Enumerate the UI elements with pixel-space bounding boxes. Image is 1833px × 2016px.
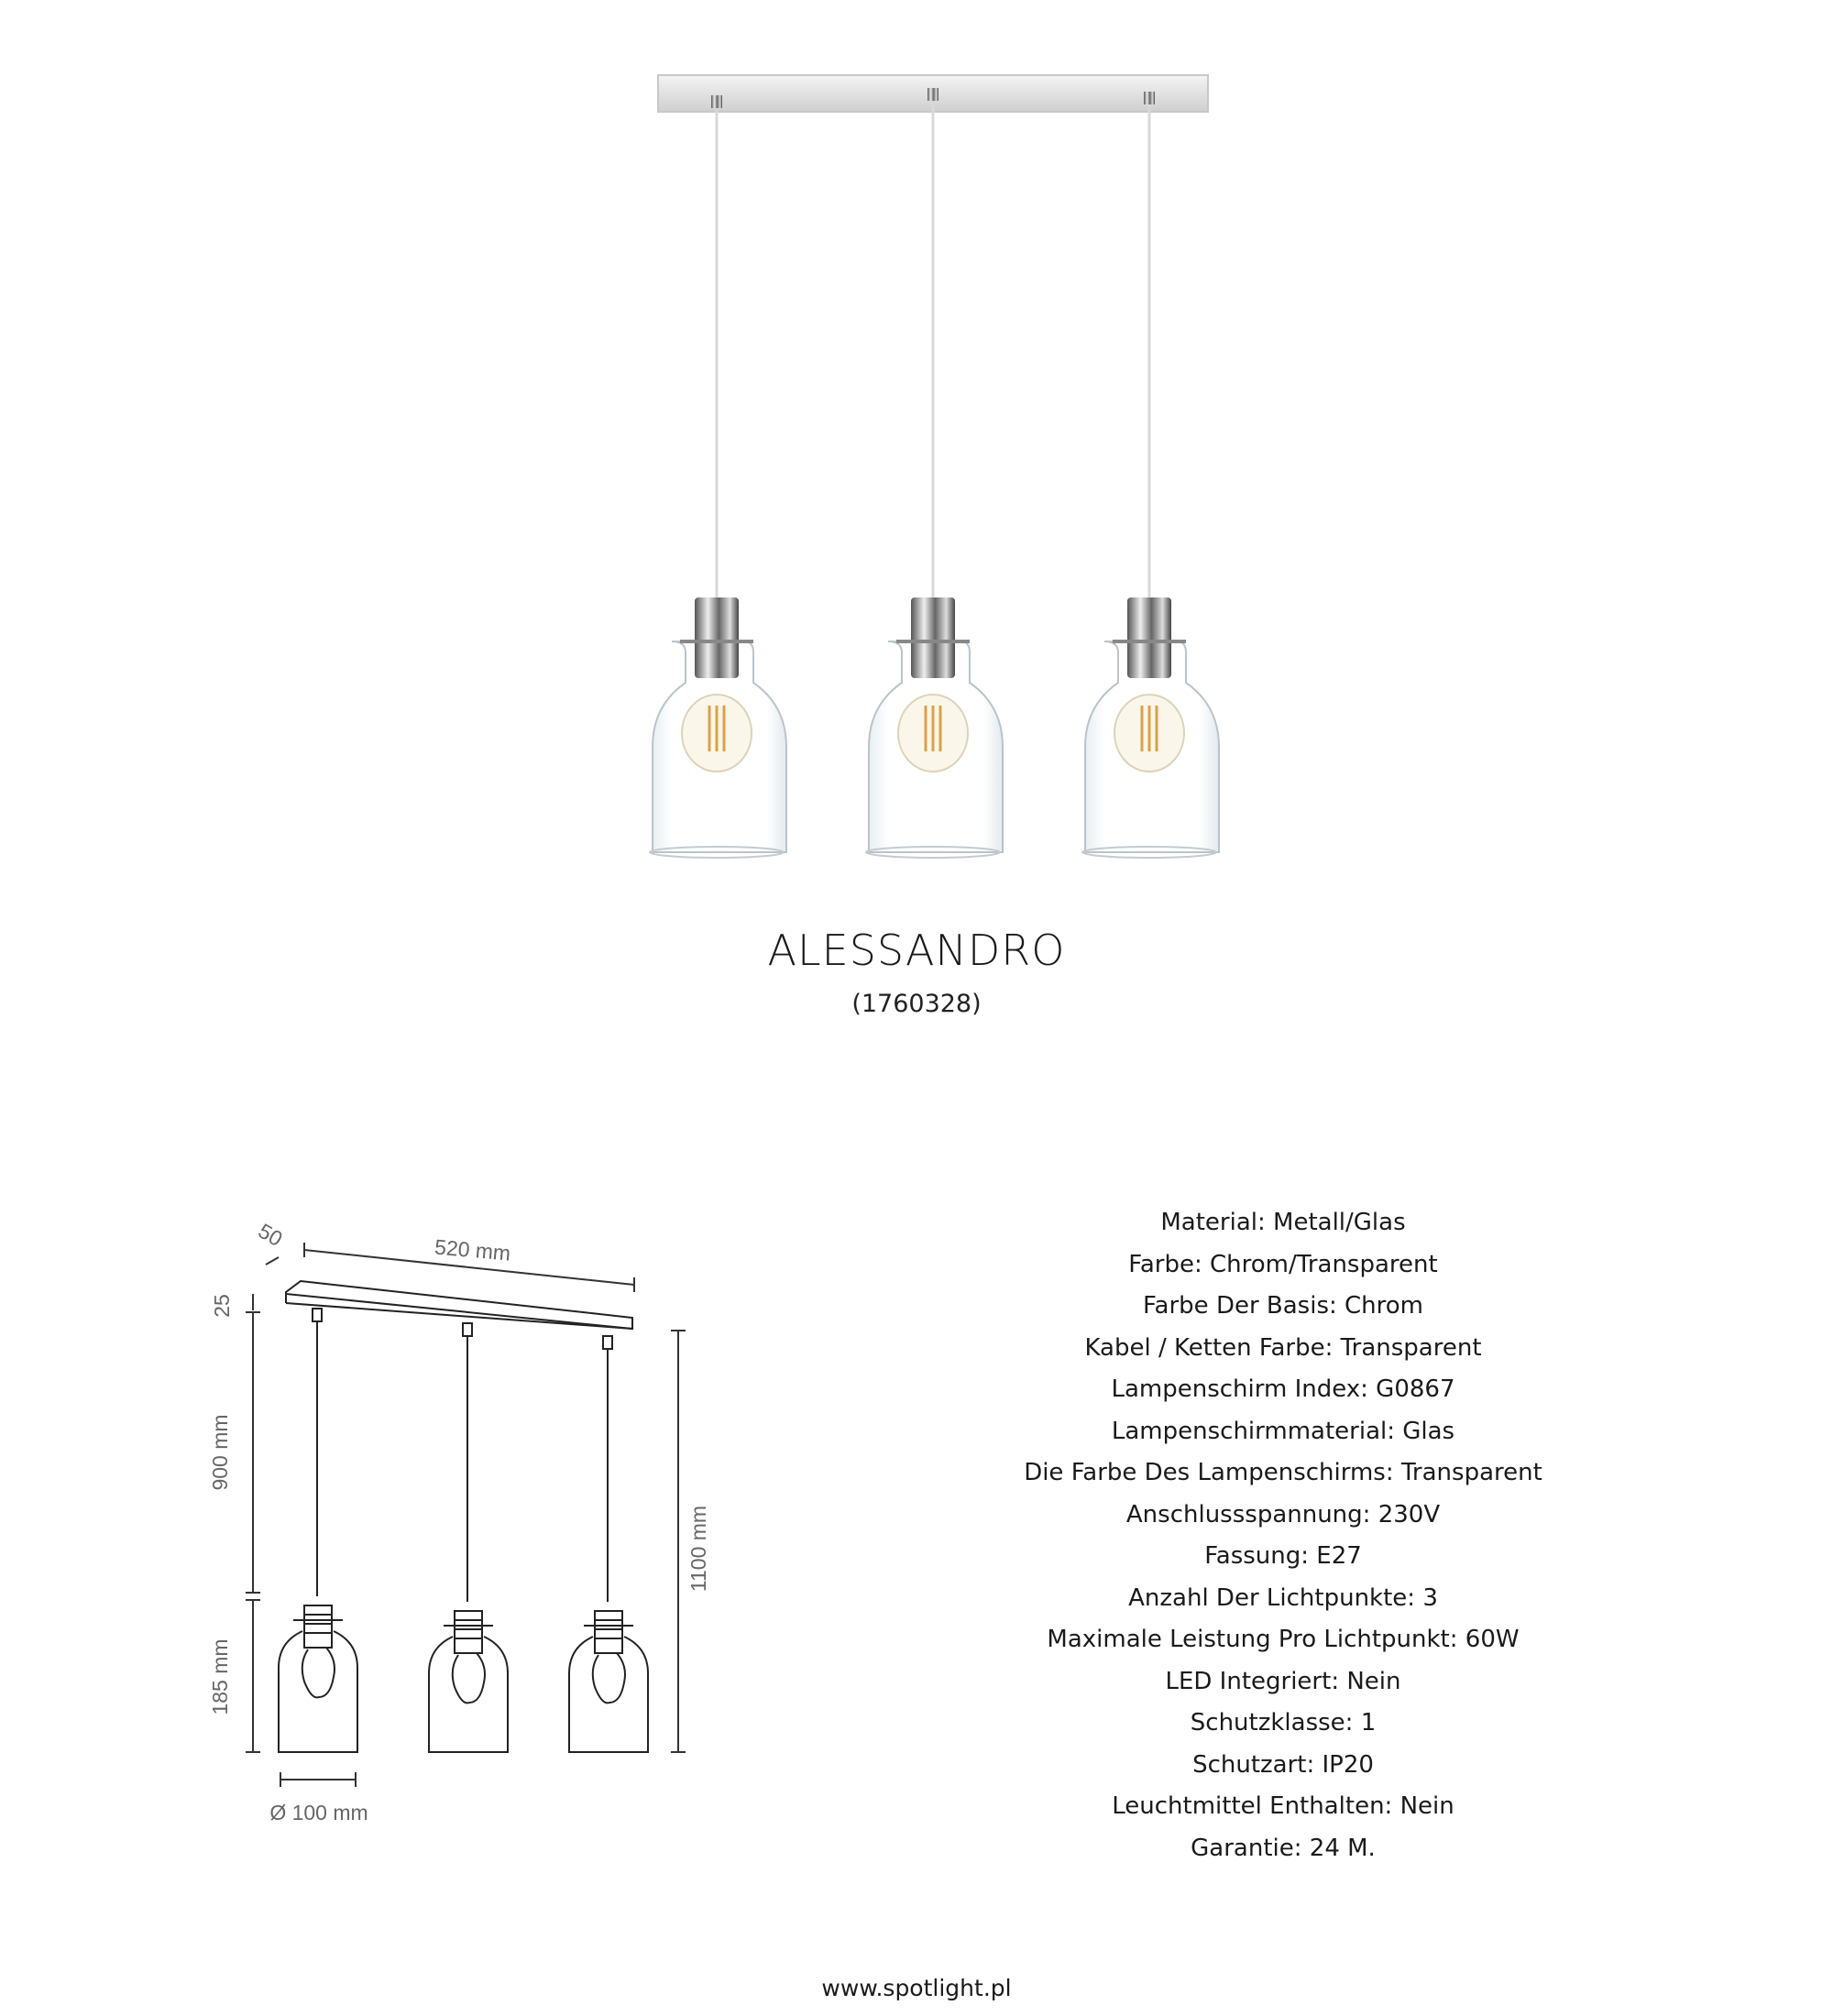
spec-socket: Fassung: E27 — [1204, 1542, 1362, 1570]
spec-protection-class: Schutzklasse: 1 — [1190, 1709, 1377, 1737]
total-height-label: 1100 mm — [686, 1505, 710, 1593]
diameter-label: Ø 100 mm — [269, 1801, 368, 1824]
spec-light-points: Anzahl Der Lichtpunkte: 3 — [1128, 1583, 1438, 1612]
drawing-shade-1 — [279, 1605, 357, 1752]
depth-label: 50 — [254, 1218, 287, 1252]
spec-cable-color: Kabel / Ketten Farbe: Transparent — [1084, 1333, 1482, 1362]
spec-shade-index: Lampenschirm Index: G0867 — [1111, 1375, 1455, 1403]
spec-warranty: Garantie: 24 M. — [1191, 1834, 1376, 1862]
cable-length-label: 900 mm — [208, 1414, 232, 1491]
spec-voltage: Anschlussspannung: 230V — [1125, 1500, 1441, 1528]
drawing-shade-2 — [429, 1611, 508, 1752]
product-photo — [0, 0, 1833, 880]
base-height-label: 25 — [210, 1294, 234, 1318]
shade-height-label: 185 mm — [208, 1638, 232, 1715]
spec-ip-rating: Schutzart: IP20 — [1192, 1750, 1374, 1779]
dimension-drawing — [183, 1191, 807, 1851]
pendant-2 — [866, 88, 1003, 858]
spec-base-color: Farbe Der Basis: Chrom — [1142, 1292, 1424, 1320]
pendant-1 — [650, 95, 786, 858]
drawing-shade-3 — [569, 1611, 648, 1752]
spec-color: Farbe: Chrom/Transparent — [1128, 1250, 1438, 1278]
spec-material: Material: Metall/Glas — [1160, 1209, 1406, 1236]
spec-shade-color: Die Farbe Des Lampenschirms: Transparent — [1024, 1459, 1542, 1486]
spec-shade-material: Lampenschirmmaterial: Glas — [1111, 1417, 1455, 1445]
product-code: (1760328) — [851, 990, 982, 1018]
spec-bulb-included: Leuchtmittel Enthalten: Nein — [1112, 1792, 1454, 1820]
width-label: 520 mm — [434, 1234, 512, 1265]
product-name: ALESSANDRO — [767, 926, 1066, 975]
spec-list — [916, 1202, 1650, 1869]
website-link[interactable]: www.spotlight.pl — [821, 1975, 1012, 2001]
pendant-3 — [1082, 92, 1219, 858]
spec-led: LED Integriert: Nein — [1165, 1667, 1401, 1695]
spec-max-power: Maximale Leistung Pro Lichtpunkt: 60W — [1047, 1626, 1520, 1653]
